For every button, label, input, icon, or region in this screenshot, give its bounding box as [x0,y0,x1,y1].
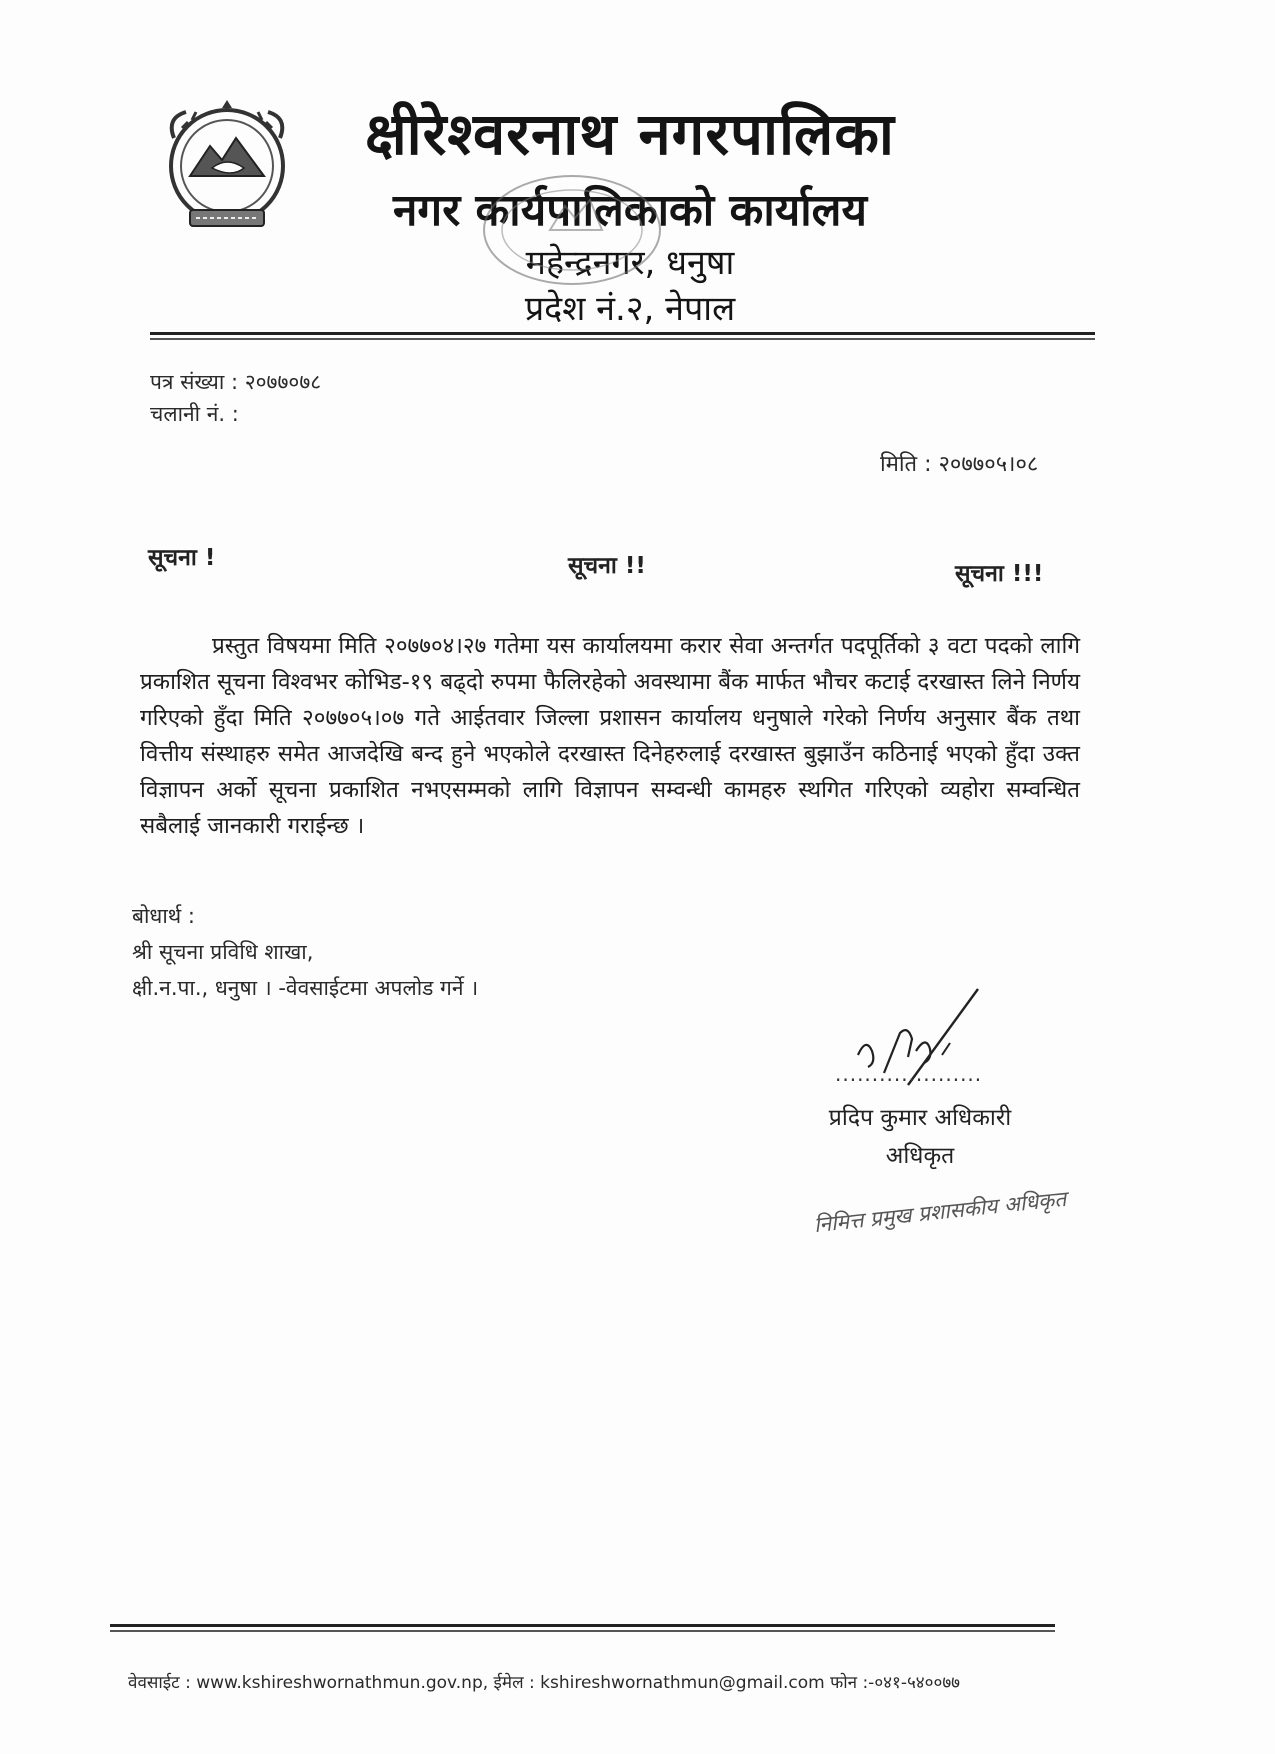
office-name: नगर कार्यपालिकाको कार्यालय [393,185,867,236]
notice-heading-3: सूचना !!! [955,561,1044,587]
cc-recipient-1: श्री सूचना प्रविधि शाखा, [132,940,314,964]
cc-recipient-2: क्षी.न.पा., धनुषा । -वेवसाईटमा अपलोड गर्ने । [132,976,479,1000]
header-divider-secondary [150,338,1095,340]
office-seal-icon [480,170,665,290]
signatory-name: प्रदिप कुमार अधिकारी [828,1105,1012,1131]
document-date: मिति : २०७७०५।०८ [880,452,1039,477]
notice-heading-2: सूचना !! [568,553,646,579]
footer-contact: वेवसाईट : www.kshireshwornathmun.gov.np, ईमेल : kshireshwornathmun@gmail.com फोन :-०४१-५४००७७ [128,1673,961,1693]
office-location: महेन्द्रनगर, धनुषा [525,243,735,283]
header-divider [150,332,1095,335]
notice-body: प्रस्तुत विषयमा मिति २०७७०४।२७ गतेमा यस कार्यालयमा करार सेवा अन्तर्गत पदपूर्तिको ३ वटा पदको लागि प्रकाशित सूचना विश्वभर कोभिड-१९ बढ्दो रुपमा फैलिरहेको अवस्थामा बैंक मार्फत भौचर कटाई दरखास्त लिने निर्णय गरिएको हुँदा मिति २०७७०५।०७ गते आईतवार जिल्ला प्रशासन कार्यालय धनुषाले गरेको निर्णय अनुसार बैंक तथा वित्तीय संस्थाहरु समेत आजदेखि बन्द हुने भएकोले दरखास्त दिनेहरुलाई दरखास्त बुझाउँन कठिनाई भएको हुँदा उक्त विज्ञापन अर्को सूचना प्रकाशित नभएसम्मको लागि विज्ञापन सम्वन्धी कामहरु स्थगित गरिएको व्यहोरा सम्वन्धित सबैलाई जानकारी गराईन्छ । [140,633,1080,839]
letter-number: पत्र संख्या : २०७७०७८ [150,370,322,394]
cc-heading: बोधार्थ : [132,904,195,928]
footer-divider-secondary [110,1630,1055,1632]
municipality-title: क्षीरेश्वरनाथ नगरपालिका [365,100,895,168]
notice-heading-1: सूचना ! [148,545,216,571]
province-country: प्रदेश नं.२, नेपाल [524,289,736,329]
signature-line: .................... [835,1062,983,1086]
signatory-stamp: निमित्त प्रमुख प्रशासकीय अधिकृत [812,1186,1068,1238]
dispatch-number: चलानी नं. : [150,402,239,426]
signatory-title: अधिकृत [885,1143,955,1169]
footer-divider [110,1624,1055,1627]
